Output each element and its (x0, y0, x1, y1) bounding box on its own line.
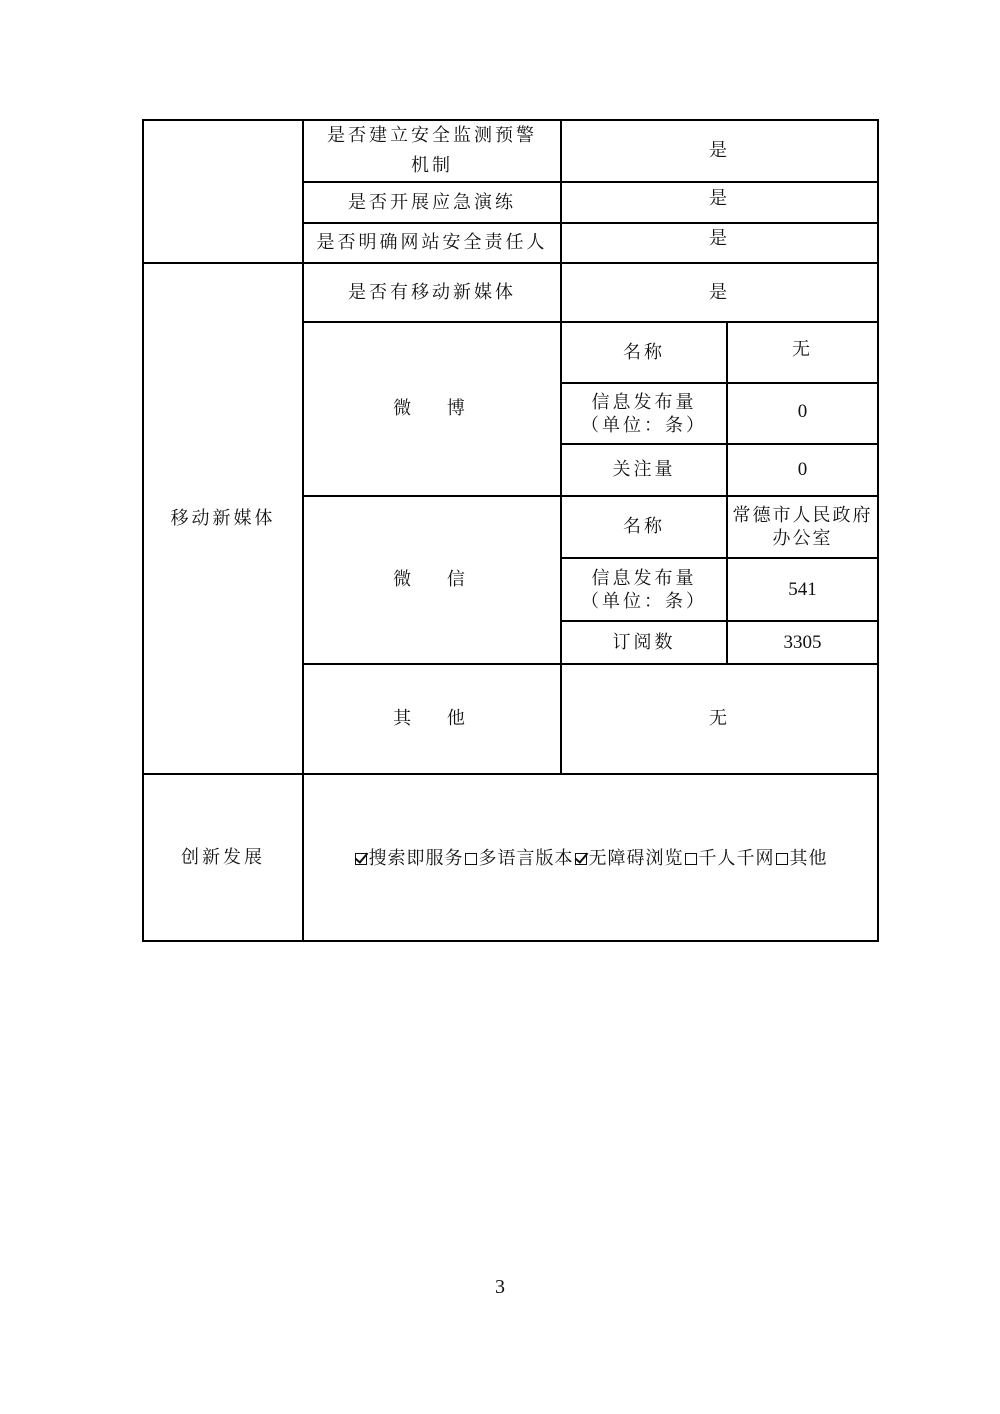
drill-value: 是 (709, 187, 730, 209)
innovation-feature-label: 其他 (789, 847, 828, 869)
mobile-media-section-label: 移动新媒体 (170, 507, 276, 529)
weibo-name-value: 无 (792, 338, 813, 360)
weibo-label: 微 博 (393, 398, 471, 419)
wechat-name-value-line2: 办公室 (772, 528, 833, 549)
innovation-feature-label: 千人千网 (698, 847, 775, 869)
weibo-publish-value: 0 (797, 400, 808, 422)
innovation-feature-item (574, 848, 684, 869)
innovation-feature-label: 多语言版本 (478, 847, 574, 869)
innovation-feature-label: 搜索即服务 (368, 847, 464, 869)
unchecked-box-icon (776, 853, 788, 865)
weibo-publish-label (562, 384, 726, 443)
innovation-feature-item (775, 848, 828, 869)
innovation-feature-item (684, 848, 775, 869)
wechat-name-value (728, 497, 877, 557)
wechat-subscribers-label: 订阅数 (612, 631, 676, 653)
monitoring-label (304, 121, 560, 181)
innovation-feature-label: 无障碍浏览 (588, 847, 684, 869)
wechat-name-label: 名称 (623, 516, 665, 537)
innovation-feature-item (354, 848, 464, 869)
monitoring-label-line2: 机制 (411, 155, 453, 176)
wechat-label: 微 信 (393, 569, 471, 590)
drill-label: 是否开展应急演练 (348, 191, 516, 213)
wechat-name-value-line1: 常德市人民政府 (732, 505, 873, 526)
wechat-publish-value: 541 (788, 578, 817, 600)
weibo-followers-label: 关注量 (612, 459, 676, 480)
wechat-publish-label (562, 559, 726, 620)
weibo-name-label: 名称 (623, 341, 665, 363)
weibo-publish-label-line1: 信息发布量 (591, 391, 697, 413)
weibo-publish-label-line2: （单位：条） (581, 414, 707, 436)
checked-box-icon (575, 853, 587, 865)
page-number: 3 (495, 1276, 505, 1298)
monitoring-value: 是 (709, 140, 730, 161)
weibo-followers-value: 0 (797, 459, 808, 480)
wechat-subscribers-value: 3305 (783, 631, 822, 653)
wechat-publish-label-line1: 信息发布量 (591, 567, 697, 589)
responsible-label: 是否明确网站安全责任人 (316, 232, 548, 253)
monitoring-label-line1: 是否建立安全监测预警 (327, 125, 537, 146)
table-border-bottom (142, 940, 879, 942)
innovation-features (304, 775, 877, 940)
has-media-value: 是 (709, 281, 730, 303)
other-value: 无 (709, 708, 730, 729)
innovation-features-list (354, 844, 828, 874)
wechat-publish-label-line2: （单位：条） (581, 590, 707, 612)
responsible-value: 是 (709, 228, 730, 249)
unchecked-box-icon (685, 853, 697, 865)
innovation-section-label: 创新发展 (181, 846, 265, 868)
table-border-right (877, 119, 879, 942)
unchecked-box-icon (465, 853, 477, 865)
checked-box-icon (355, 853, 367, 865)
has-media-label: 是否有移动新媒体 (348, 281, 516, 303)
other-label: 其 他 (393, 708, 471, 729)
innovation-feature-item (464, 848, 574, 869)
